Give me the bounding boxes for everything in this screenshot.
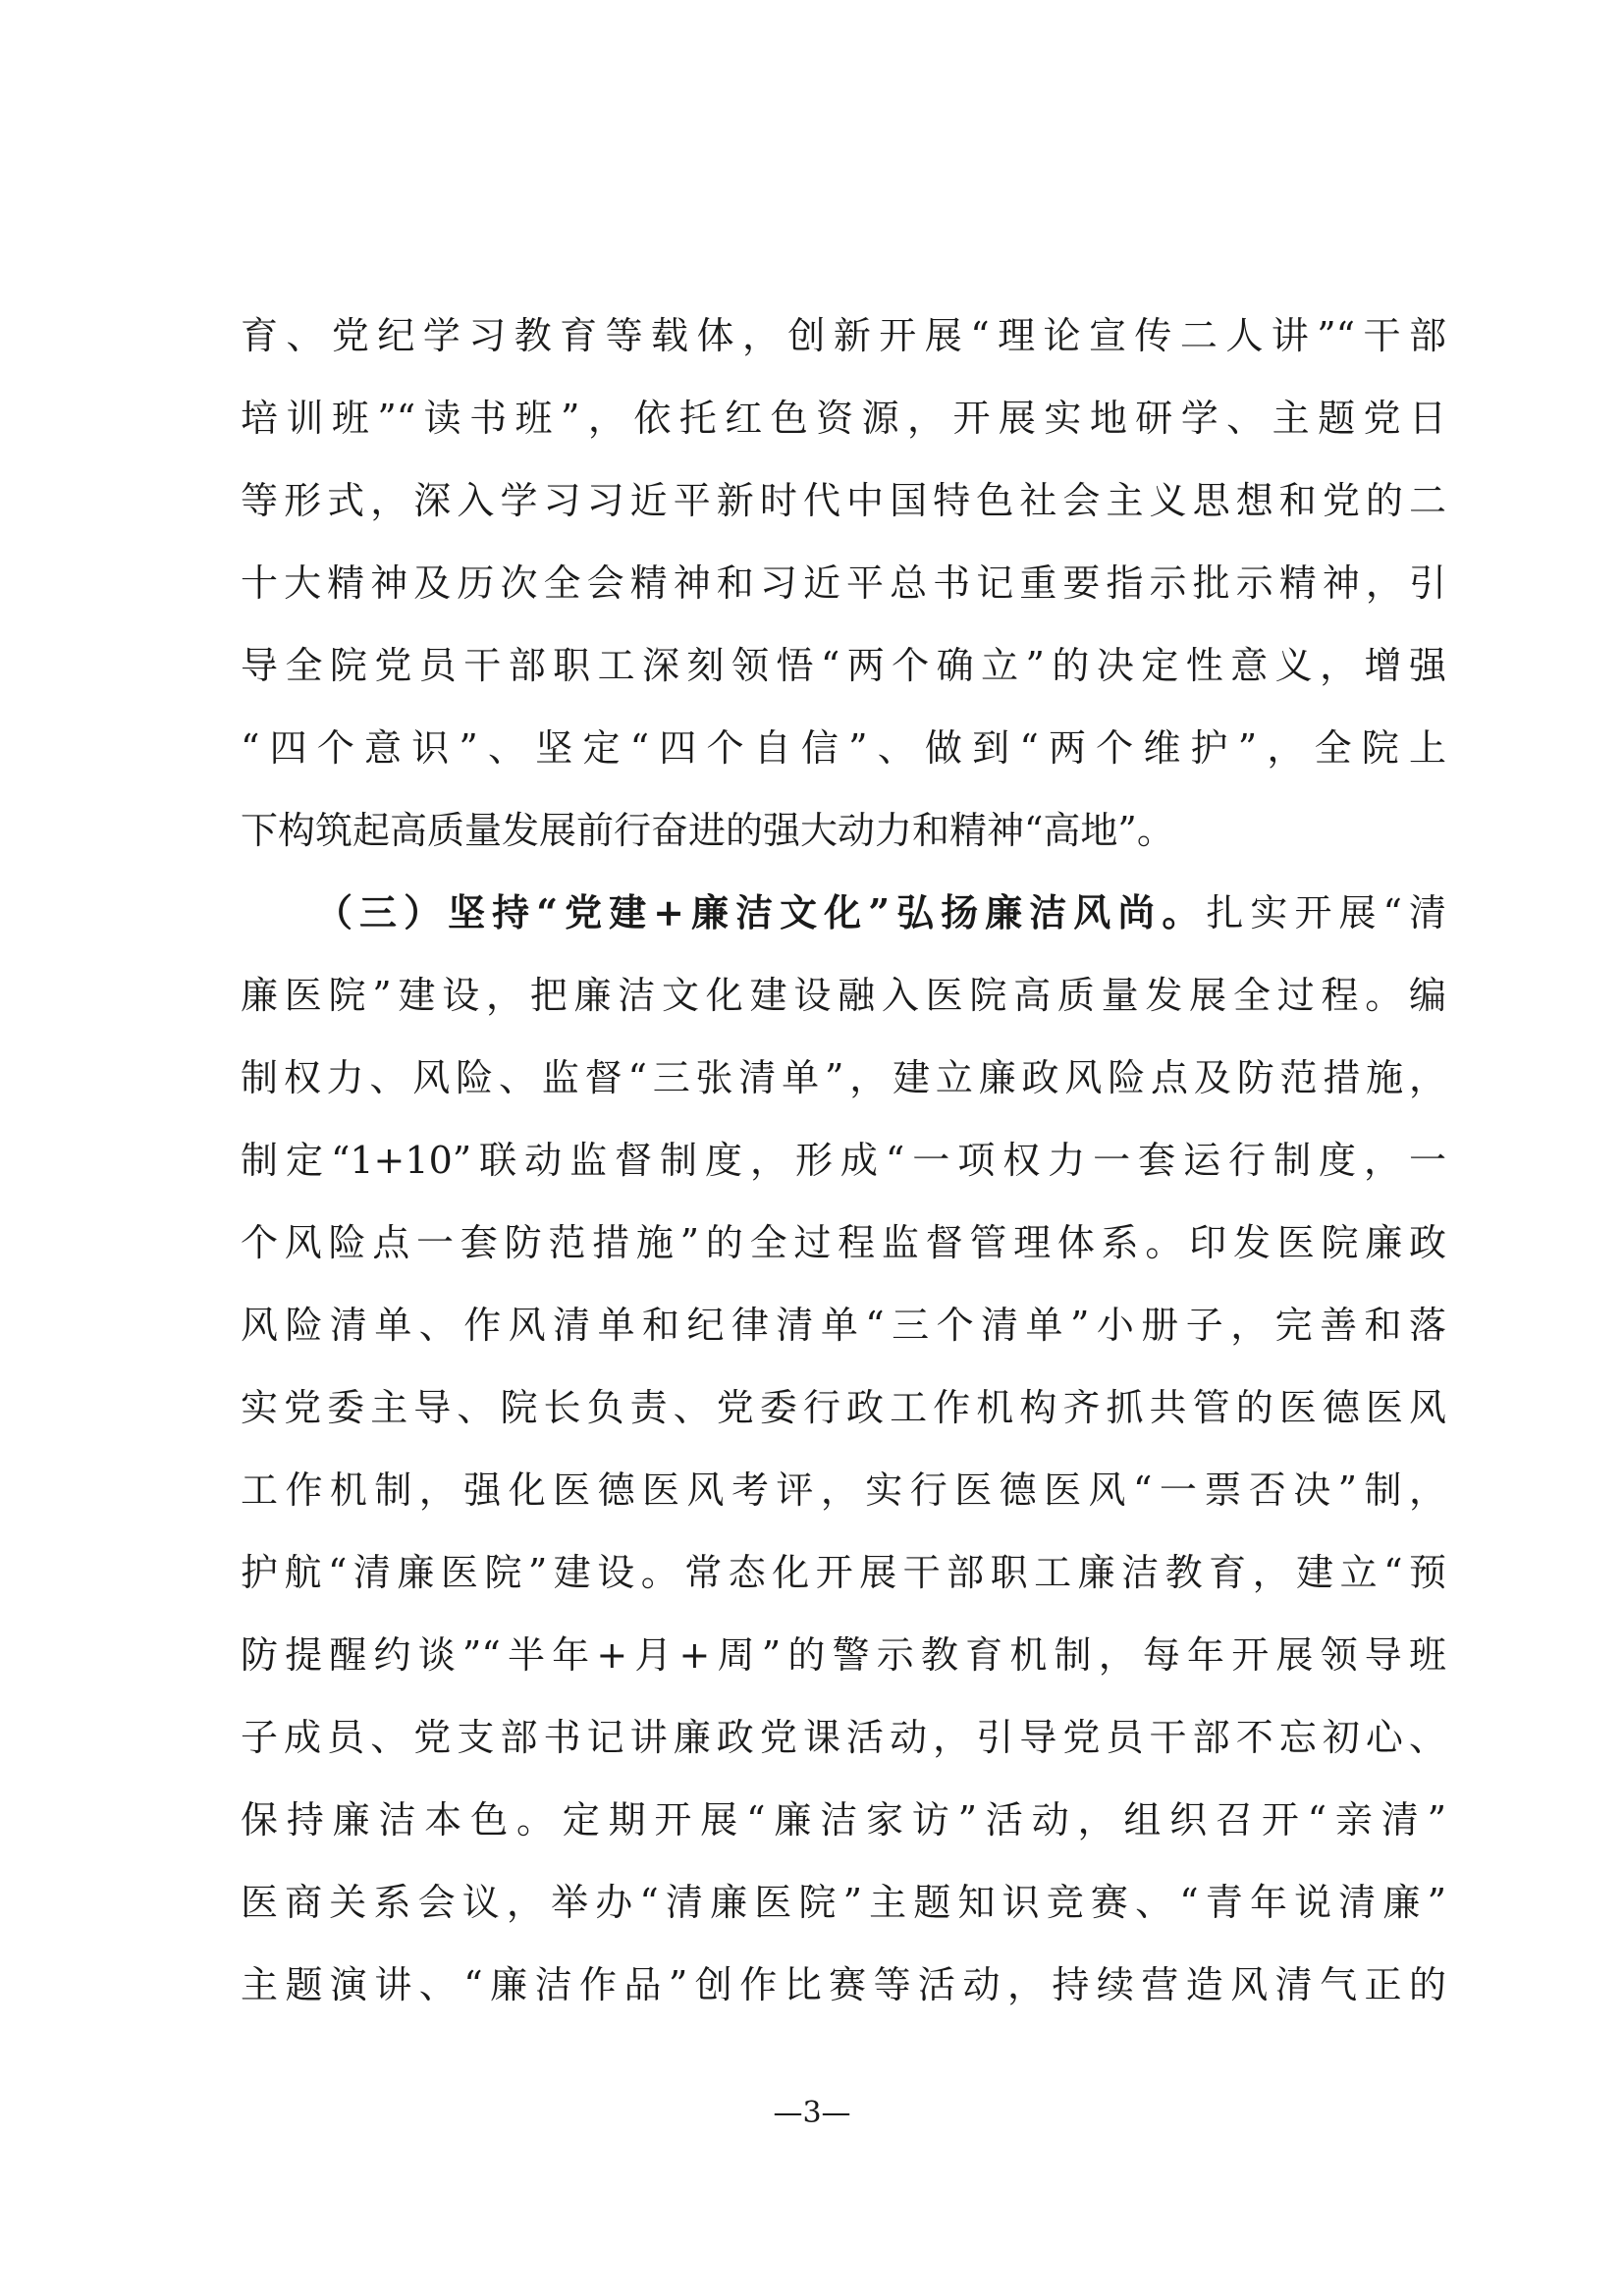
paragraph-1 (241, 294, 1446, 872)
text-line: 十大精神及历次全会精神和习近平总书记重要指示批示精神，引 (241, 561, 1446, 605)
text-line: 下构筑起高质量发展前行奋进的强大动力和精神“高地”。 (241, 809, 1174, 852)
paragraph-2 (241, 872, 1446, 2026)
text-line: 医商关系会议，举办“清廉医院”主题知识竞赛、“青年说清廉” (241, 1881, 1446, 1924)
text-line: 子成员、党支部书记讲廉政党课活动，引导党员干部不忘初心、 (241, 1716, 1446, 1759)
body-text (241, 294, 1446, 2026)
text-line: 育、党纪学习教育等载体，创新开展“理论宣传二人讲”“干部 (241, 314, 1446, 357)
text-line: “四个意识”、坚定“四个自信”、做到“两个维护”，全院上 (241, 726, 1446, 770)
text-line: 制定“1+10”联动监督制度，形成“一项权力一套运行制度，一 (241, 1139, 1446, 1182)
text-line: 护航“清廉医院”建设。常态化开展干部职工廉洁教育，建立“预 (241, 1551, 1446, 1594)
text-line: 防提醒约谈”“半年+月+周”的警示教育机制，每年开展领导班 (241, 1633, 1446, 1677)
text-line: 主题演讲、“廉洁作品”创作比赛等活动，持续营造风清气正的 (241, 1963, 1446, 2006)
section-heading-line (241, 872, 1446, 954)
section-heading: （三）坚持“党建+廉洁文化”弘扬廉洁风尚。 (315, 890, 1207, 934)
text-line: 工作机制，强化医德医风考评，实行医德医风“一票否决”制， (241, 1468, 1446, 1512)
text-line: 等形式，深入学习习近平新时代中国特色社会主义思想和党的二 (241, 479, 1446, 522)
text-line: 保持廉洁本色。定期开展“廉洁家访”活动，组织召开“亲清” (241, 1798, 1446, 1842)
text-line: 廉医院”建设，把廉洁文化建设融入医院高质量发展全过程。编 (241, 974, 1446, 1017)
text-line: 导全院党员干部职工深刻领悟“两个确立”的决定性意义，增强 (241, 644, 1446, 687)
text-line: 制权力、风险、监督“三张清单”，建立廉政风险点及防范措施， (241, 1056, 1446, 1099)
page-number: —3— (773, 2096, 851, 2130)
text-line: 实党委主导、院长负责、党委行政工作机构齐抓共管的医德医风 (241, 1386, 1446, 1429)
text-line: 风险清单、作风清单和纪律清单“三个清单”小册子，完善和落 (241, 1304, 1446, 1347)
text-line: 个风险点一套防范措施”的全过程监督管理体系。印发医院廉政 (241, 1221, 1446, 1264)
text-run: 扎实开展“清 (1206, 891, 1446, 934)
text-line: 培训班”“读书班”，依托红色资源，开展实地研学、主题党日 (241, 397, 1446, 440)
